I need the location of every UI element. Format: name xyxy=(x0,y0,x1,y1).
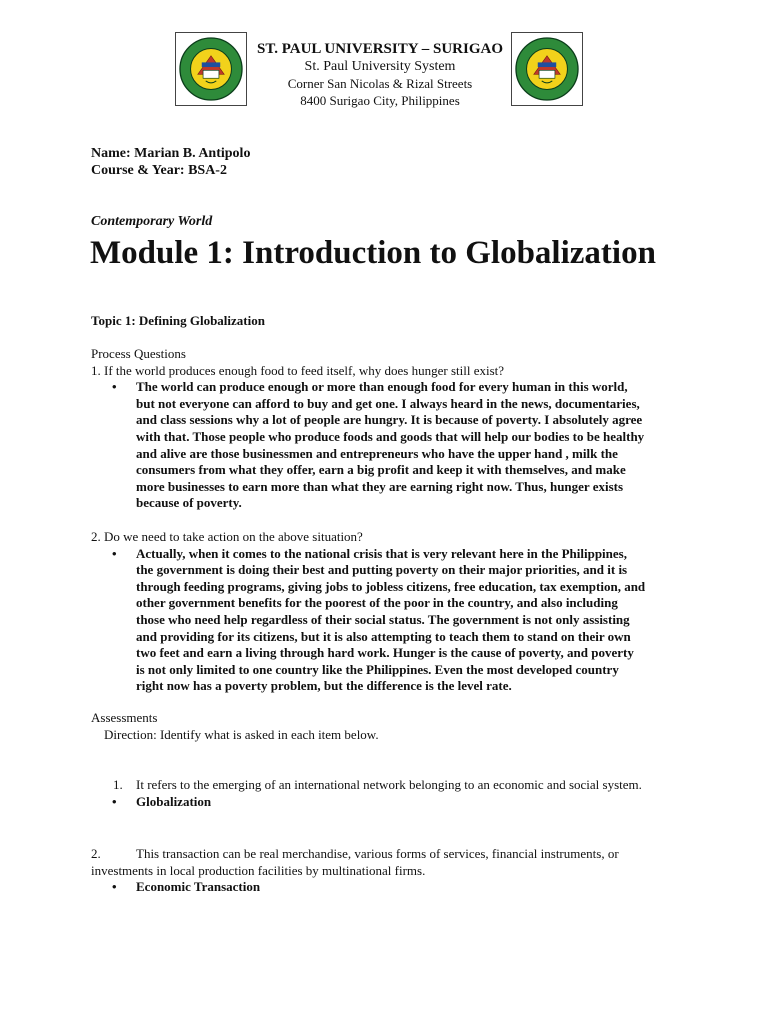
bullet-icon: • xyxy=(112,879,117,895)
subject-title: Contemporary World xyxy=(91,214,213,229)
answer-1 xyxy=(91,379,677,512)
answer-line: The world can produce enough or more than enough food for every human in this world, xyxy=(136,379,628,395)
answer-line: two feet and earn a living through hard work. Hunger is the cause of poverty, and poverty xyxy=(136,645,634,661)
assessments-direction: Direction: Identify what is asked in each item below. xyxy=(104,726,379,742)
assessment-answer-1 xyxy=(91,794,677,811)
assessment-question-2 xyxy=(91,846,677,863)
assessment-item-2 xyxy=(91,846,677,896)
topic-heading: Topic 1: Defining Globalization xyxy=(91,313,265,328)
bullet-icon: • xyxy=(112,793,117,809)
university-seal-left xyxy=(175,32,247,106)
university-name: ST. PAUL UNIVERSITY – SURIGAO xyxy=(256,41,504,57)
student-info xyxy=(91,145,250,179)
answer-text: Economic Transaction xyxy=(136,879,261,895)
answer-line: and providing for its citizens, but it is also attempting to teach them to stand on their own xyxy=(136,628,631,644)
student-name: Name: Marian B. Antipolo xyxy=(91,146,251,161)
answer-line: through feeding programs, giving jobs to jobless citizens, free education, tax exemption, and xyxy=(136,578,646,594)
answer-text: Globalization xyxy=(136,793,212,809)
seal-logo-icon xyxy=(514,36,580,102)
assessments-heading: Assessments xyxy=(91,710,158,725)
bullet-icon: • xyxy=(112,545,117,561)
item-number: 1. xyxy=(113,777,123,792)
answer-line: is not only limited to one country like the Philippines. Even the most developed country xyxy=(136,661,619,677)
answer-line: those who need help regardless of their social status. The government is not only assisting xyxy=(136,611,630,627)
item-number: 2. xyxy=(91,846,101,861)
question-text: This transaction can be real merchandise, various forms of services, financial instruments, or xyxy=(136,846,619,861)
process-heading: Process Questions xyxy=(91,346,186,361)
university-city: 8400 Surigao City, Philippines xyxy=(300,93,460,108)
question-1: 1. If the world produces enough food to feed itself, why does hunger still exist? xyxy=(91,362,505,378)
assessment-question-1 xyxy=(91,777,677,794)
assessment-item-1 xyxy=(91,777,677,810)
answer-line: and class sessions why a lot of people are hungry. It is because of poverty. I absolutely agree xyxy=(136,412,643,428)
question-text: It refers to the emerging of an international network belonging to an economic and social system. xyxy=(136,777,642,792)
letterhead xyxy=(255,40,505,109)
seal-logo-icon xyxy=(178,36,244,102)
answer-line: more businesses to earn more than what they are earning right now. Thus, hunger exists xyxy=(136,478,624,494)
question-text-continued: investments in local production facilities by multinational firms. xyxy=(91,862,426,878)
question-2: 2. Do we need to take action on the above situation? xyxy=(91,529,363,544)
answer-line: and alive are those businessmen and entrepreneurs who have the upper hand , milk the xyxy=(136,445,618,461)
assessments-section xyxy=(91,710,379,743)
answer-line: consumers from what they offer, earn a big profit and keep it with themselves, and make xyxy=(136,462,626,478)
process-questions xyxy=(91,346,677,512)
answer-line: because of poverty. xyxy=(136,495,242,511)
student-course: Course & Year: BSA-2 xyxy=(91,163,227,178)
university-street: Corner San Nicolas & Rizal Streets xyxy=(287,76,473,91)
university-seal-right xyxy=(511,32,583,106)
bullet-icon: • xyxy=(112,379,117,395)
answer-line: other government benefits for the poorest of the poor in the country, and also including xyxy=(136,595,618,611)
question-2-block xyxy=(91,529,677,695)
assessment-answer-2 xyxy=(91,879,677,896)
answer-2 xyxy=(91,546,677,695)
module-title: Module 1: Introduction to Globalization xyxy=(90,235,656,271)
answer-line: but not everyone can afford to buy and get one. I always heard in the news, documentaries, xyxy=(136,395,640,411)
answer-line: Actually, when it comes to the national crisis that is very relevant here in the Philippines, xyxy=(136,545,627,561)
answer-line: the government is doing their best and putting poverty on their major priorities, and it is xyxy=(136,562,628,578)
answer-line: right now has a poverty problem, but the difference is the level rate. xyxy=(136,678,512,694)
answer-line: with that. Those people who produce foods and goods that will help our bodies to be healthy xyxy=(136,428,645,444)
university-system: St. Paul University System xyxy=(304,59,456,74)
